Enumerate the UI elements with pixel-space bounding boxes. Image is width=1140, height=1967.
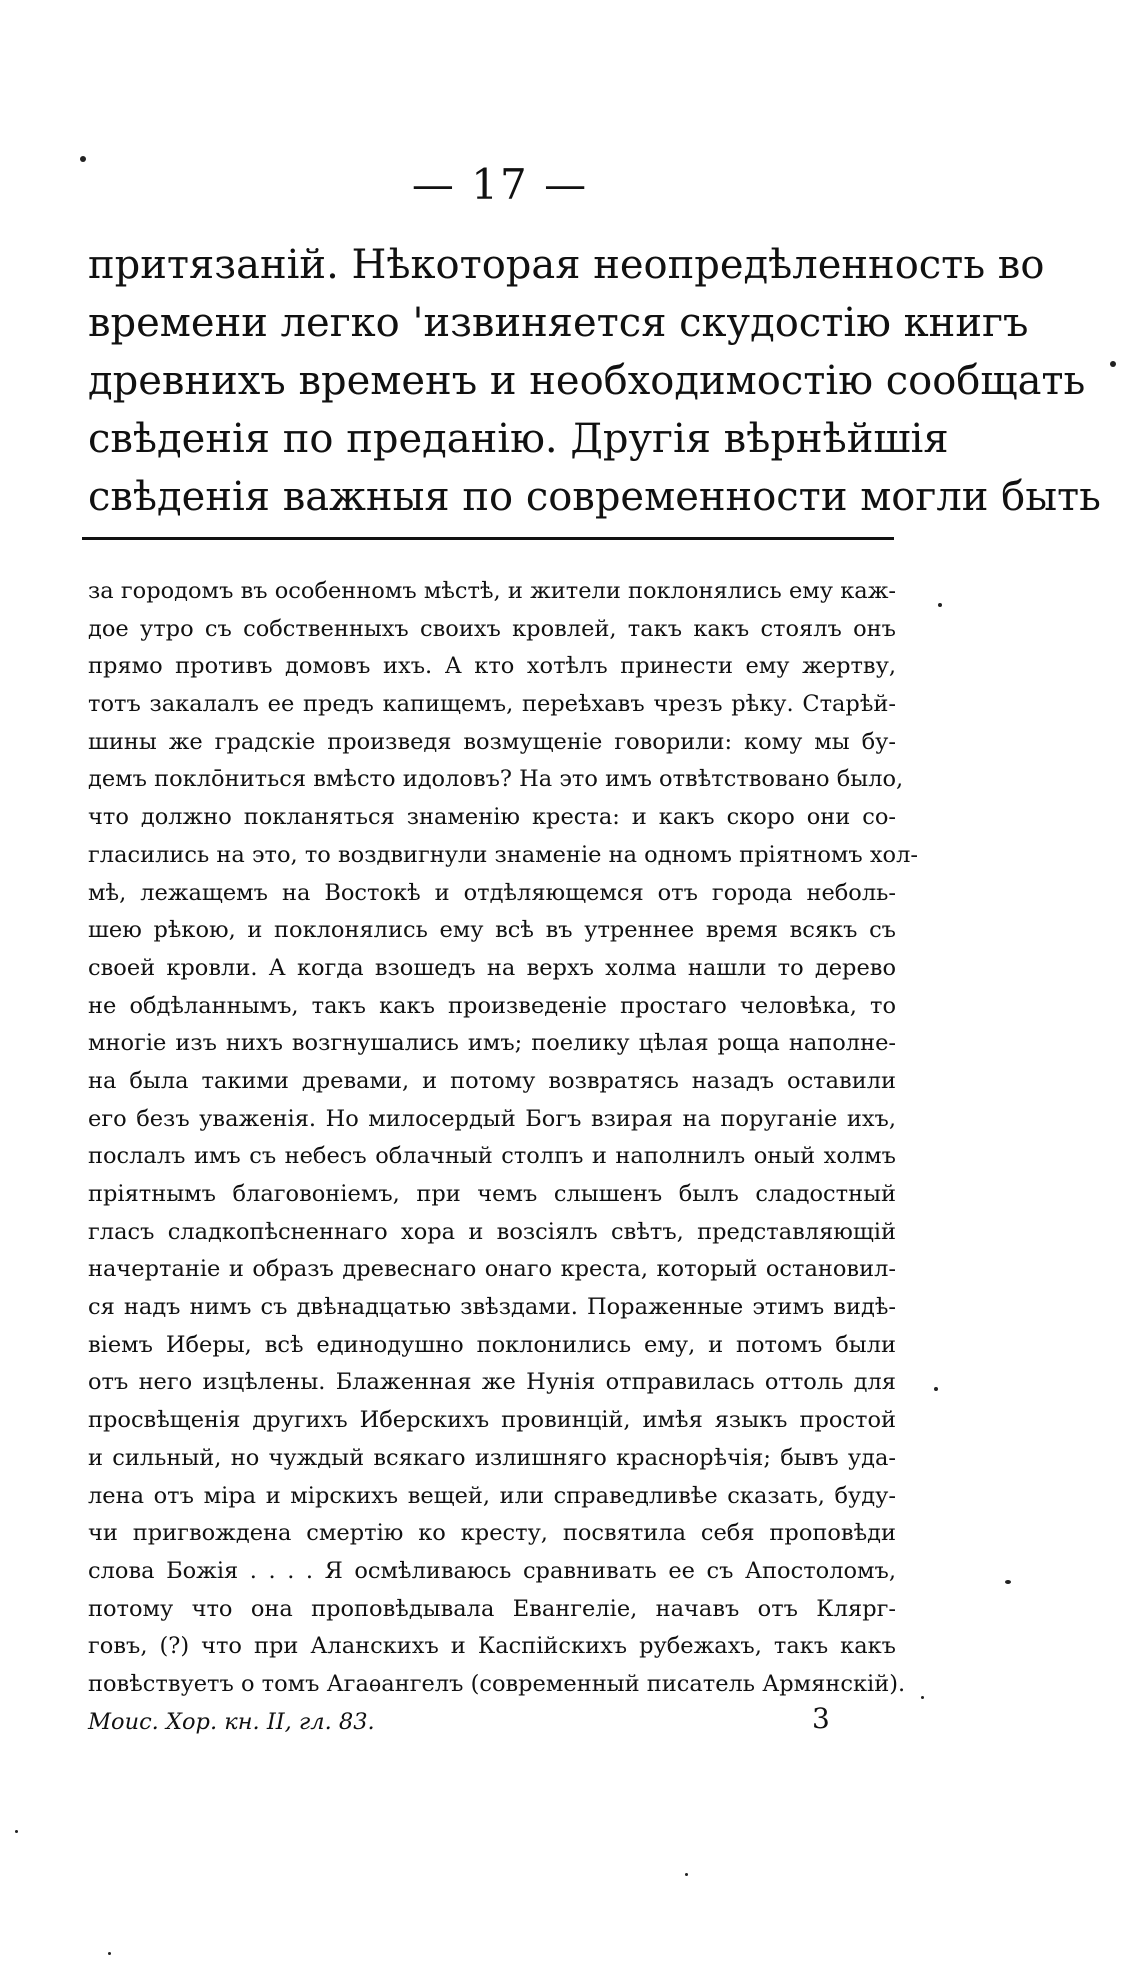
footnote-line: говъ, (?) что при Аланскихъ и Каспійскихъ рубежахъ, такъ какъ <box>88 1633 896 1660</box>
main-text-line: времени легко 'извиняется скудостію книгъ <box>88 300 1029 346</box>
scan-speck <box>938 603 942 607</box>
scan-speck <box>934 1387 938 1391</box>
signature-mark: 3 <box>812 1702 830 1735</box>
footnote-line: своей кровли. А когда взошедъ на верхъ холма нашли то дерево <box>88 954 896 981</box>
scan-speck <box>1110 361 1116 367</box>
footnote-separator-rule <box>82 537 894 540</box>
footnote-line: начертаніе и образъ древеснаго онаго креста, который остановил- <box>88 1256 896 1283</box>
footnote-line: тотъ закалалъ ее предъ капищемъ, переѣхавъ чрезъ рѣку. Старѣй- <box>88 691 896 718</box>
page-number-header: — 17 — <box>411 160 589 209</box>
footnote-reference: Моис. Хор. кн. II, гл. 83. <box>88 1708 375 1735</box>
main-body-text <box>88 236 1101 526</box>
footnote-line: отъ него изцѣлены. Блаженная же Нунія отправилась оттоль для <box>88 1369 896 1396</box>
footnote-line: демъ покло̄ниться вмѣсто идоловъ? На это имъ отвѣтствовано было, <box>88 766 904 793</box>
scan-speck <box>108 1952 111 1955</box>
footnote-line: шины же градскіе произведя возмущеніе говорили: кому мы бу- <box>88 728 896 755</box>
main-text-line: древнихъ временъ и необходимостію сообщать <box>88 358 1086 404</box>
footnote-line: гласились на это, то воздвигнули знаменіе на одномъ пріятномъ хол- <box>88 841 918 868</box>
footnote-block <box>88 573 918 1741</box>
footnote-line: на была такими древами, и потому возвратясь назадъ оставили <box>88 1067 896 1094</box>
footnote-line: шею рѣкою, и поклонялись ему всѣ въ утреннее время всякъ съ <box>88 917 896 944</box>
footnote-line: пріятнымъ благовоніемъ, при чемъ слышенъ былъ сладостный <box>88 1181 896 1207</box>
footnote-line: потому что она проповѣдывала Евангеліе, начавъ отъ Клярг- <box>88 1595 896 1622</box>
footnote-line: не обдѣланнымъ, такъ какъ произведеніе простаго человѣка, то <box>88 992 896 1019</box>
footnote-line: многіе изъ нихъ возгнушались имъ; поелику цѣлая роща наполне- <box>88 1030 896 1057</box>
footnote-line: ся надъ нимъ съ двѣнадцатью звѣздами. Пораженные этимъ видѣ- <box>88 1294 896 1321</box>
footnote-line: віемъ Иберы, всѣ единодушно поклонились ему, и потомъ были <box>88 1331 896 1358</box>
footnote-line: просвѣщенія другихъ Иберскихъ провинцій, имѣя языкъ простой <box>88 1407 896 1434</box>
footnote-line: послалъ имъ съ небесъ облачный столпъ и наполнилъ оный холмъ <box>88 1143 896 1170</box>
footnote-line: чи пригвождена смертію ко кресту, посвятила себя проповѣди <box>88 1520 896 1547</box>
footnote-line: прямо противъ домовъ ихъ. А кто хотѣлъ принести ему жертву, <box>88 653 896 680</box>
footnote-line: его безъ уваженія. Но милосердый Богъ взирая на поруганіе ихъ, <box>88 1105 896 1132</box>
scan-speck <box>80 156 86 162</box>
scan-speck <box>15 1830 18 1833</box>
footnote-line: за городомъ въ особенномъ мѣстѣ, и жители поклонялись ему каж- <box>88 578 896 604</box>
main-text-line: свѣденія важныя по современности могли быть <box>88 474 1101 520</box>
scan-speck <box>685 1873 688 1876</box>
footnote-line: повѣствуетъ о томъ Агаѳангелъ (современный писатель Армянскій). <box>88 1670 906 1697</box>
main-text-line: свѣденія по преданію. Другія вѣрнѣйшія <box>88 416 949 462</box>
scan-speck <box>921 1696 924 1699</box>
footnote-line: дое утро съ собственныхъ своихъ кровлей, такъ какъ стоялъ онъ <box>88 615 896 642</box>
footnote-line: лена отъ міра и мірскихъ вещей, или справедливѣе сказать, буду- <box>88 1482 896 1509</box>
footnote-line: гласъ сладкопѣсненнаго хора и возсіялъ свѣтъ, представляющій <box>88 1218 896 1245</box>
scan-speck <box>1005 1580 1011 1584</box>
main-text-line: притязаній. Нѣкоторая неопредѣленность во <box>88 242 1045 288</box>
footnote-line: слова Божія . . . . Я осмѣливаюсь сравнивать ее съ Апостоломъ, <box>88 1557 896 1584</box>
footnote-line: мѣ, лежащемъ на Востокѣ и отдѣляющемся отъ города неболь- <box>88 879 896 906</box>
footnote-line: что должно покланяться знаменію креста: и какъ скоро они со- <box>88 804 896 831</box>
footnote-line: и сильный, но чуждый всякаго излишняго краснорѣчія; бывъ уда- <box>88 1444 896 1471</box>
